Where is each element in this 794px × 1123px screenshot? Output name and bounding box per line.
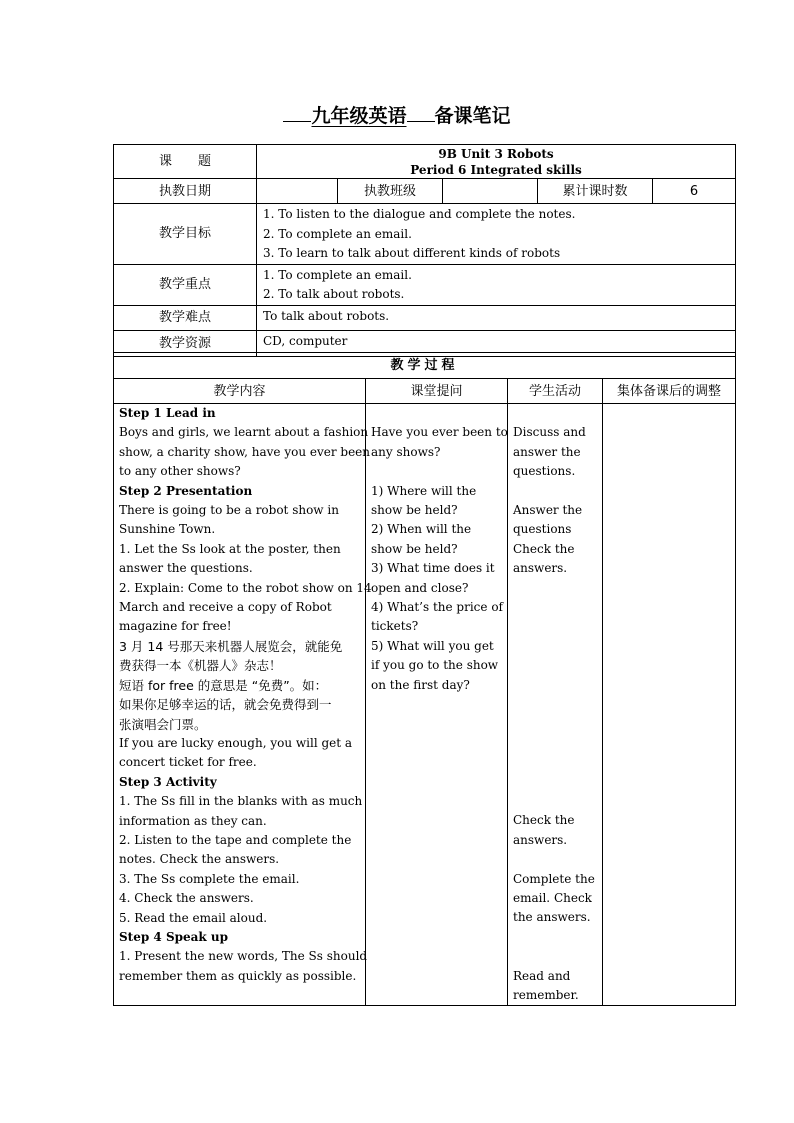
activity-line [513,773,597,792]
topic-value [257,145,736,179]
content-line: 如果你足够幸运的话，就会免费得到一 [119,697,332,713]
title-blank-right [407,101,435,122]
content-line: There is going to be a robot show in [119,503,339,518]
topic-label: 课 题 [114,145,257,179]
difficulty-label: 教学难点 [114,305,257,330]
content-line: March and receive a copy of Robot [119,600,332,615]
question-line [371,404,502,423]
activity-line: answer the [513,444,581,459]
activity-line [513,637,597,656]
content-line: 短语 for free 的意思是 “免费”。如： [119,677,328,693]
activity-line: answers. [513,561,568,576]
step-heading: Step 1 Lead in [119,406,216,420]
question-line: Have you ever been to [371,425,508,440]
content-line: 4. Check the answers. [119,891,254,906]
content-line: 费获得一本《机器人》杂志！ [119,658,282,674]
content-line: 3. The Ss complete the email. [119,871,300,886]
focus-item: 1. To complete an email. [263,267,412,282]
activity-line: Complete the [513,871,595,886]
activity-line [513,734,597,753]
activity-line: Check the [513,541,575,556]
content-line: answer the questions. [119,561,253,576]
activity-line [513,850,597,869]
resources-label: 教学资源 [114,330,257,356]
step-heading: Step 3 Activity [119,774,217,789]
question-line: if you go to the show [371,658,499,673]
process-heading: 教学过程 [114,353,736,379]
activity-line: Answer the [513,503,583,517]
activity-line [513,404,597,423]
content-line: 3 月 14 号那天来机器人展览会，就能免 [119,638,343,654]
question-line: any shows? [371,444,441,459]
resources-value: CD, computer [257,330,736,356]
content-cell [114,404,372,1006]
content-line: Boys and girls, we learnt about a fashion [119,425,369,440]
adjustment-cell [603,404,736,1006]
page-title [0,101,794,130]
content-line: 2. Listen to the tape and complete the [119,832,352,847]
content-line: show, a charity show, have you ever been [119,444,371,459]
goals-cell [257,204,736,265]
activity-line [513,579,597,598]
activity-line [513,753,597,772]
content-line: magazine for free! [119,619,232,634]
difficulty-value: To talk about robots. [257,305,736,330]
topic-line-1: 9B Unit 3 Robots [438,147,554,161]
activity-line: the answers. [513,910,591,925]
periods-label: 累计课时数 [538,179,653,204]
activity-line: questions. [513,464,576,479]
class-label: 执教班级 [338,179,443,204]
activity-line: questions [513,522,572,537]
step-heading: Step 2 Presentation [119,483,253,498]
content-line: information as they can. [119,813,267,828]
column-header-adjustment: 集体备课后的调整 [603,379,736,404]
column-header-questions: 课堂提问 [366,379,508,404]
date-value [257,179,338,204]
content-line: 2. Explain: Come to the robot show on 14 [119,580,372,595]
content-line: concert ticket for free. [119,755,257,770]
content-line: 5. Read the email aloud. [119,910,268,925]
content-line: 1. Let the Ss look at the poster, then [119,541,341,556]
content-line: If you are lucky enough, you will get a [119,735,353,750]
content-line: Sunshine Town. [119,522,216,537]
activity-line [513,947,597,966]
column-header-content: 教学内容 [114,379,366,404]
step-heading: Step 4 Speak up [119,929,229,944]
activity-line [513,928,597,947]
activity-line [513,482,597,501]
date-label: 执教日期 [114,179,257,204]
activity-line [513,656,597,675]
activities-cell [508,404,603,1006]
question-line: 4) What’s the price of [371,600,503,615]
question-line: open and close? [371,580,469,595]
activity-line: Discuss and [513,425,586,440]
lesson-info-table [113,144,736,357]
activity-line [513,695,597,714]
focus-item: 2. To talk about robots. [263,287,405,301]
title-blank [283,101,311,122]
title-suffix: 备课笔记 [434,105,511,127]
focus-cell [257,264,736,305]
title-subject: 九年级英语 [311,105,407,127]
goal-item: 3. To learn to talk about different kinds of robots [263,246,561,260]
question-line: show be held? [371,503,458,517]
activity-line: Read and [513,968,571,983]
activity-line [513,792,597,811]
activity-line: answers. [513,832,568,847]
activity-line [513,598,597,617]
question-line: on the first day? [371,677,470,692]
activity-line: email. Check [513,890,592,905]
question-line: 5) What will you get [371,638,494,653]
question-line: 2) When will the [371,522,472,537]
question-line: tickets? [371,619,419,634]
goal-item: 1. To listen to the dialogue and complete the notes. [263,207,576,221]
question-line: show be held? [371,541,458,556]
content-line: 1. Present the new words, The Ss should [119,949,368,964]
question-line: 3) What time does it [371,561,495,576]
class-value [443,179,538,204]
questions-cell [366,404,508,1006]
activity-line [513,617,597,636]
goals-label: 教学目标 [114,204,257,265]
content-line: 1. The Ss fill in the blanks with as much [119,794,363,809]
activity-line: Check the [513,813,575,828]
content-line: 张演唱会门票。 [119,716,207,732]
activity-line: remember. [513,987,579,1002]
content-line: notes. Check the answers. [119,852,280,867]
column-header-activities: 学生活动 [508,379,603,404]
question-line [371,462,502,481]
content-line: remember them as quickly as possible. [119,968,357,983]
question-line: 1) Where will the [371,483,477,498]
topic-line-2: Period 6 Integrated skills [410,163,582,177]
content-line: to any other shows? [119,464,241,479]
activity-line [513,676,597,695]
goal-item: 2. To complete an email. [263,226,412,241]
teaching-process-table [113,352,736,1006]
activity-line [513,714,597,733]
periods-value: 6 [653,179,736,204]
focus-label: 教学重点 [114,264,257,305]
